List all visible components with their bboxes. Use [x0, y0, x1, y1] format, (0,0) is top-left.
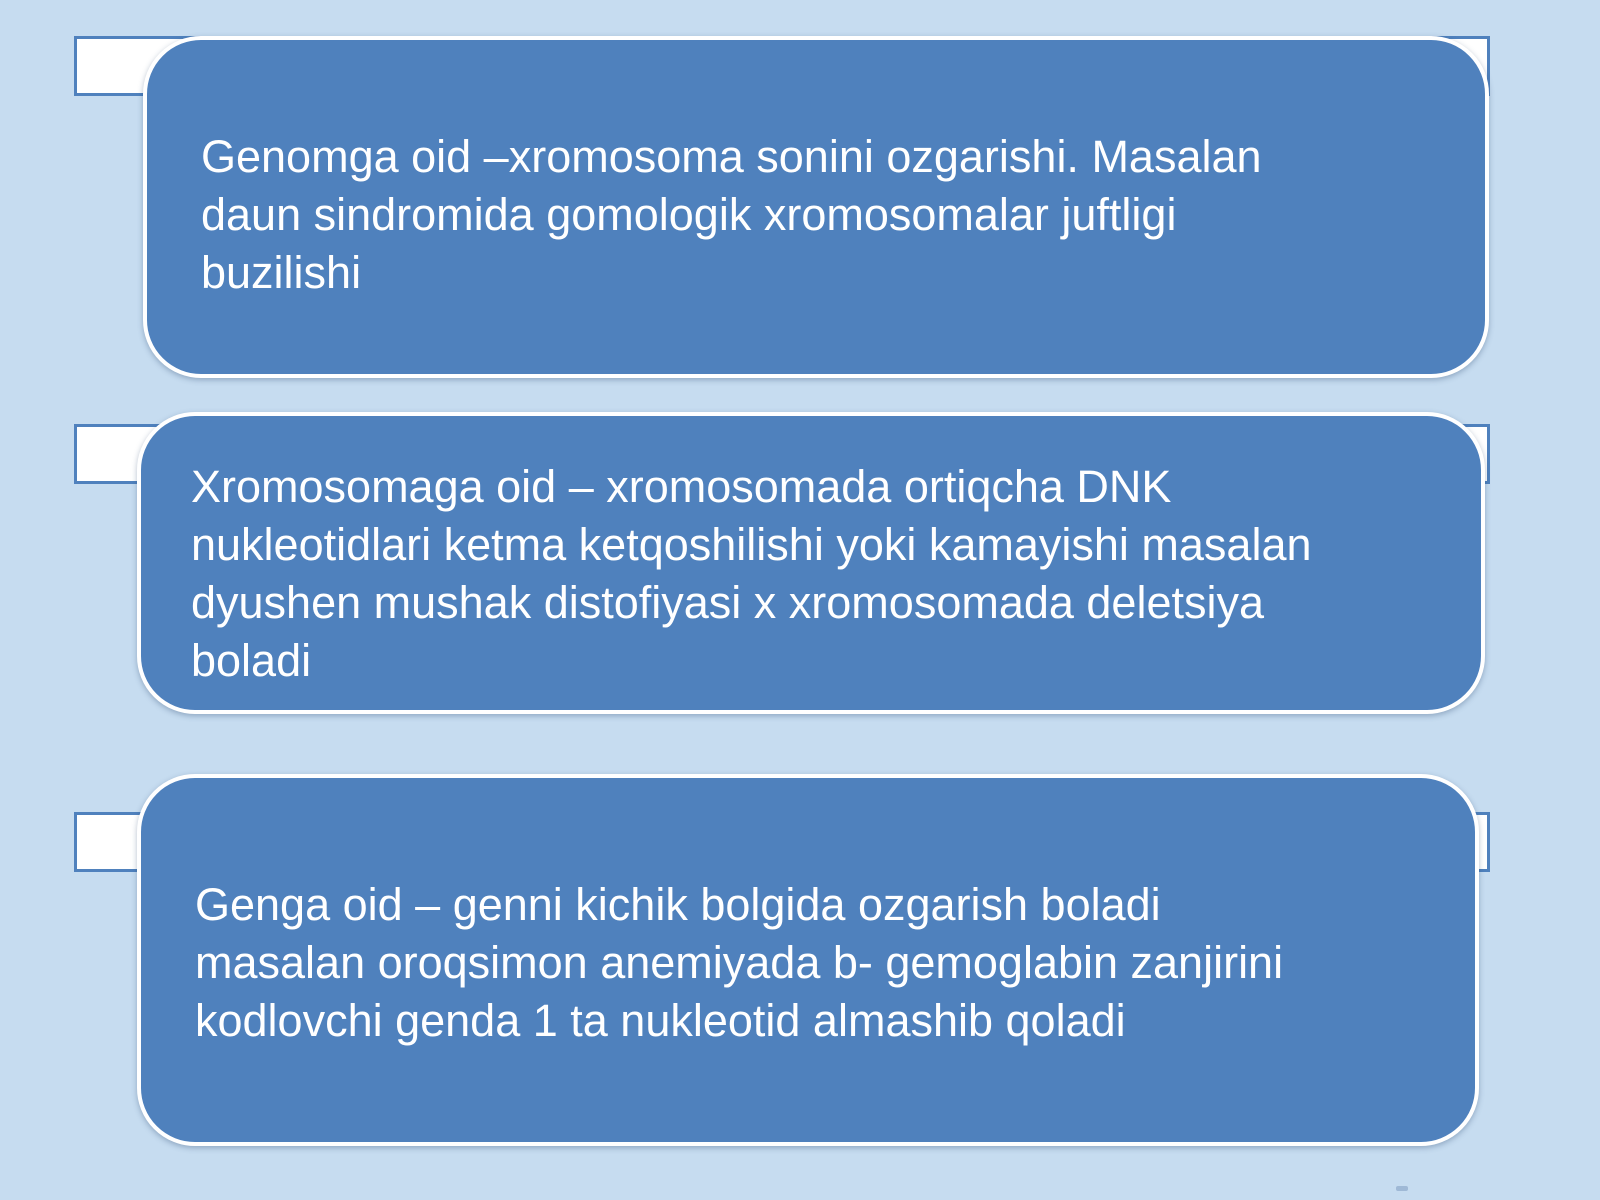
card-2-text: Xromosomaga oid – xromosomada ortiqcha DNK nukleotidlari ketma ketqoshilishi yoki kamayishi masalan dyushen mushak distofiyasi x xromosomada deletsiya boladi — [191, 461, 1312, 686]
card-3-text: Genga oid – genni kichik bolgida ozgarish boladi masalan oroqsimon anemiyada b- gemoglabin zanjirini kodlovchi genda 1 ta nukleotid almashib qoladi — [195, 879, 1284, 1046]
card-1-text: Genomga oid –xromosoma sonini ozgarishi. Masalan daun sindromida gomologik xromosomalar juftligi buzilishi — [201, 131, 1262, 298]
slide-marker — [1396, 1186, 1408, 1191]
mutation-card-genomic — [143, 36, 1489, 378]
mutation-card-gene — [137, 774, 1479, 1146]
mutation-card-chromosomal — [137, 412, 1485, 714]
